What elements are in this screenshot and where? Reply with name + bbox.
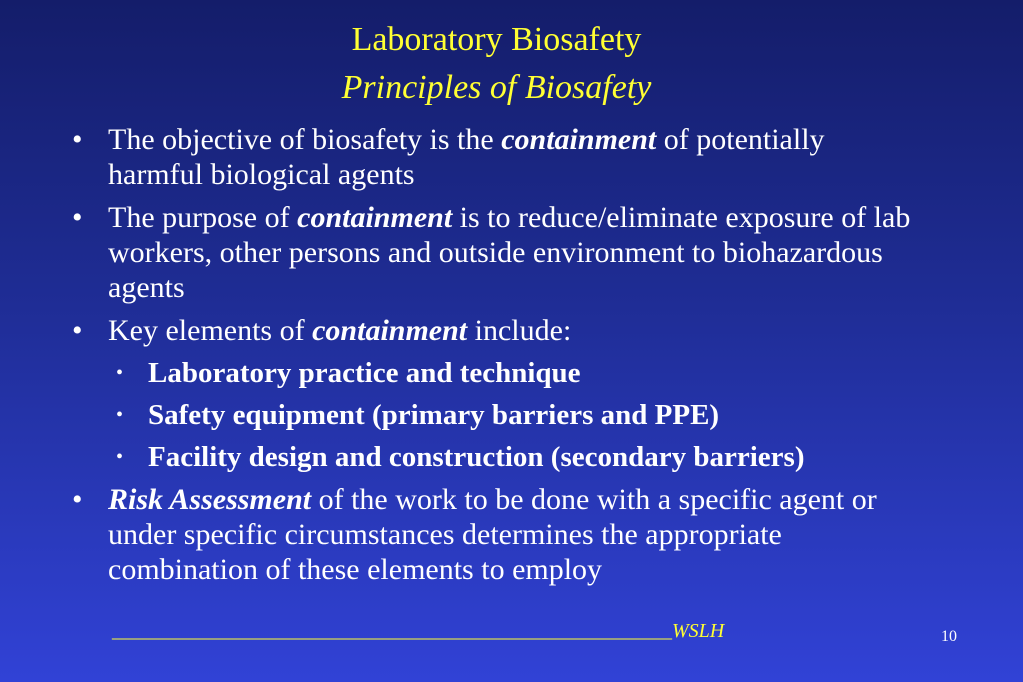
footer bbox=[112, 620, 724, 643]
bullet-text-post: of the work to be done with a specific agent or under specific circumstances determines the appropriate combination of these elements to employ bbox=[108, 483, 877, 586]
footer-rule: ________________________________________________________ bbox=[112, 620, 672, 642]
bullet-icon: • bbox=[72, 123, 83, 156]
bullet-text-post: is to reduce/eliminate exposure of lab workers, other persons and outside environment to biohazardous agents bbox=[108, 201, 911, 304]
bullet-text-pre: The purpose of bbox=[108, 201, 298, 234]
sub-bullet-text: Laboratory practice and technique bbox=[148, 357, 581, 389]
bullet-key-elements bbox=[72, 313, 922, 348]
sub-bullet-icon: • bbox=[116, 446, 124, 468]
bullet-emphasis: Risk Assessment bbox=[108, 483, 312, 516]
bullet-text-pre: The objective of biosafety is the bbox=[108, 123, 502, 156]
bullet-risk-assessment bbox=[72, 482, 922, 587]
bullet-emphasis: containment bbox=[312, 314, 468, 347]
bullet-icon: • bbox=[72, 314, 83, 347]
sub-bullet-icon: • bbox=[116, 404, 124, 426]
page-number: 10 bbox=[941, 628, 957, 645]
sub-bullet-icon: • bbox=[116, 362, 124, 384]
sub-bullet-text: Facility design and construction (secondary barriers) bbox=[148, 441, 805, 473]
bullet-purpose bbox=[72, 200, 922, 305]
bullet-icon: • bbox=[72, 201, 83, 234]
sub-bullet-text: Safety equipment (primary barriers and PPE) bbox=[148, 399, 720, 431]
bullet-text-pre: Key elements of bbox=[108, 314, 313, 347]
sub-bullet-practice bbox=[72, 356, 922, 390]
bullet-text-post: include: bbox=[467, 314, 572, 347]
bullet-emphasis: containment bbox=[297, 201, 453, 234]
bullet-icon: • bbox=[72, 483, 83, 516]
bullet-emphasis: containment bbox=[501, 123, 657, 156]
sub-bullet-facility bbox=[72, 440, 922, 474]
slide-title: Laboratory Biosafety bbox=[351, 21, 642, 58]
bullet-text-post: of potentially harmful biological agents bbox=[108, 123, 825, 191]
slide-content bbox=[72, 122, 922, 595]
slide-subtitle: Principles of Biosafety bbox=[341, 69, 652, 106]
bullet-objective bbox=[72, 122, 922, 192]
sub-bullet-equipment bbox=[72, 398, 922, 432]
footer-org: WSLH bbox=[672, 620, 725, 642]
